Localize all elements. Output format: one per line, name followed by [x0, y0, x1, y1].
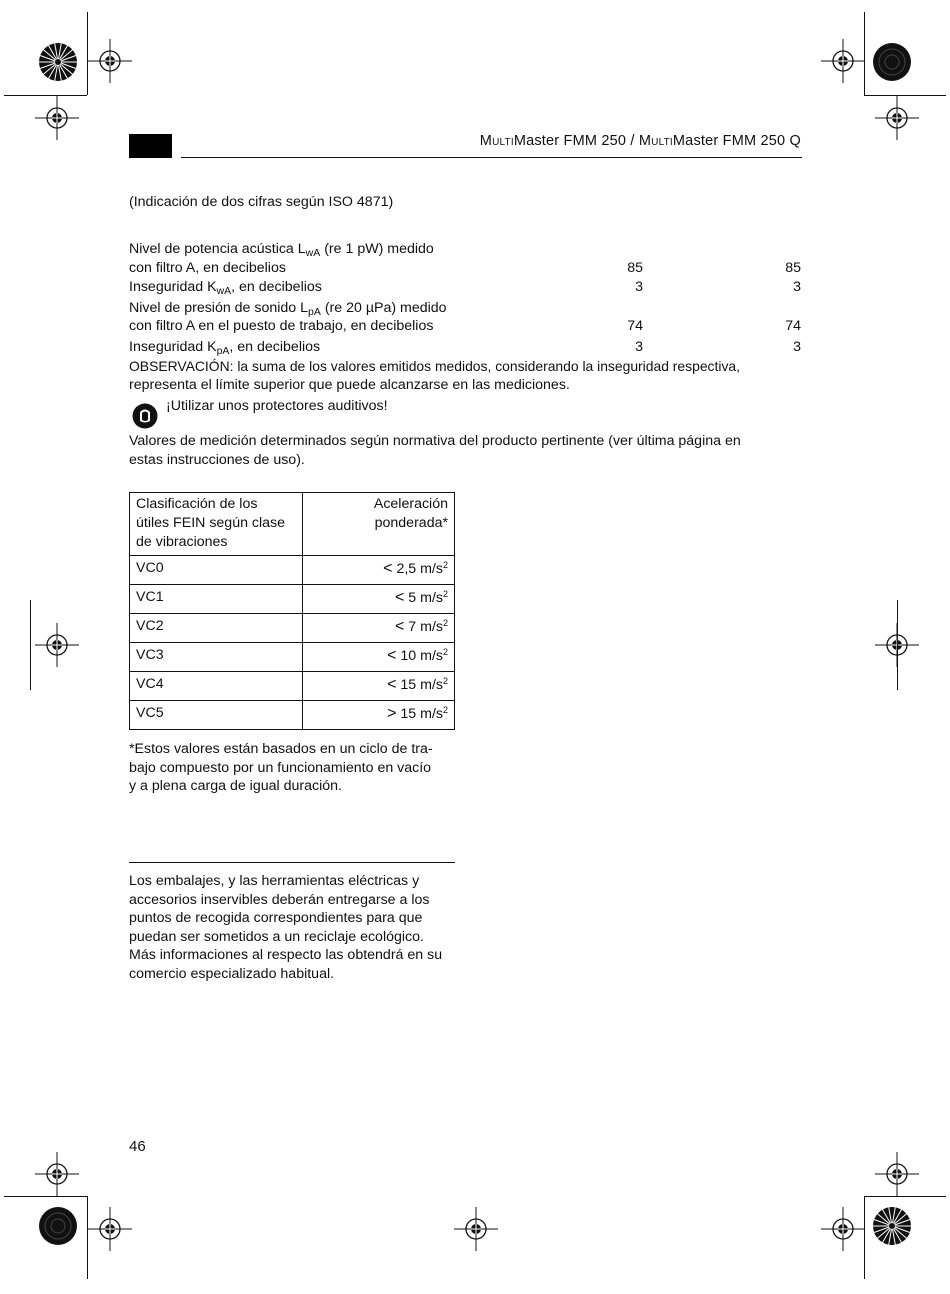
header-title-part: Master FMM 250 Q [672, 133, 801, 149]
registration-mark-icon [35, 1152, 79, 1196]
sound-pressure-label: Nivel de presión de sonido $L_{pA}$ (re 20 µPa) medido [129, 300, 447, 318]
acceleration-value: < 2,5 $m/s^2$ [303, 556, 455, 585]
table-row [130, 672, 455, 701]
registration-mark-icon [875, 96, 919, 140]
star-target-icon [38, 42, 78, 82]
vibration-class: VC1 [130, 585, 303, 614]
vibration-class: VC2 [130, 614, 303, 643]
acceleration-value: < 10 $m/s^2$ [303, 643, 455, 672]
star-target-icon [38, 1206, 78, 1246]
vibration-class: VC5 [130, 701, 303, 730]
ear-protection-text: ¡Utilizar unos protectores auditivos! [166, 398, 388, 414]
trim-line [30, 600, 31, 690]
measurement-line-1: Valores de medición determinados según normativa del producto pertinente (ver última página en [129, 433, 741, 449]
uncertainty-pa-label: Inseguridad $K_{pA}$, en decibelios [129, 339, 321, 357]
table-row [130, 614, 455, 643]
star-target-icon [872, 1206, 912, 1246]
ear-protection-icon [132, 403, 158, 429]
sound-power-value-2: 85 [785, 260, 801, 276]
registration-mark-icon [821, 1207, 865, 1251]
header-rule [181, 157, 802, 158]
uncertainty-wa-label: Inseguridad $K_{wA}$, en decibelios [129, 279, 322, 297]
disposal-paragraph: Los embalajes, y las herramientas eléctricas y accesorios inservibles deberán entregarse a los puntos de recogida correspondientes para que puedan ser sometidos a un reciclaje ecológico. Más informaciones al respecto las obtendrá en su comercio especializado habitual. [129, 873, 443, 982]
table-row [130, 643, 455, 672]
measurement-line-2: estas instrucciones de uso). [129, 452, 305, 468]
trim-line [897, 600, 898, 690]
sound-power-label-2: con filtro A, en decibelios [129, 260, 286, 276]
header-acceleration: Aceleración ponderada* [303, 493, 455, 556]
header-black-block [129, 134, 172, 158]
sound-pressure-value-2: 74 [785, 318, 801, 334]
header-title-part: Multi [638, 133, 673, 149]
header-classification: Clasificación de los útiles FEIN según clase de vibraciones [130, 493, 303, 556]
vibration-class: VC4 [130, 672, 303, 701]
vibration-class: VC3 [130, 643, 303, 672]
page-number: 46 [129, 1138, 146, 1155]
sound-pressure-label-2: con filtro A en el puesto de trabajo, en decibelios [129, 318, 434, 334]
uncertainty-wa-value-1: 3 [635, 279, 643, 295]
registration-mark-icon [88, 1207, 132, 1251]
section-divider [129, 862, 455, 863]
header-title [480, 133, 801, 149]
table-row [130, 585, 455, 614]
registration-mark-icon [35, 96, 79, 140]
registration-mark-icon [875, 1152, 919, 1196]
header-title-part: Multi [479, 133, 514, 149]
registration-mark-icon [454, 1207, 498, 1251]
registration-mark-icon [88, 39, 132, 83]
observation-line-2: representa el límite superior que puede alcanzarse en las mediciones. [129, 377, 570, 393]
sound-power-label: Nivel de potencia acústica $L_{wA}$ (re 1 pW) medido [129, 241, 434, 259]
observation-line-1: OBSERVACIÓN: la suma de los valores emitidos medidos, considerando la inseguridad respectiva, [129, 358, 740, 374]
table-header [130, 493, 455, 556]
header-title-part: Master FMM 250 / [513, 133, 639, 149]
vibration-table [129, 492, 455, 730]
sound-power-value-1: 85 [627, 260, 643, 276]
registration-mark-icon [821, 39, 865, 83]
acceleration-value: > 15 $m/s^2$ [303, 701, 455, 730]
table-row [130, 701, 455, 730]
vibration-class: VC0 [130, 556, 303, 585]
acceleration-value: < 15 $m/s^2$ [303, 672, 455, 701]
uncertainty-pa-value-1: 3 [635, 339, 643, 355]
acceleration-value: < 7 $m/s^2$ [303, 614, 455, 643]
uncertainty-pa-value-2: 3 [793, 339, 801, 355]
acceleration-value: < 5 $m/s^2$ [303, 585, 455, 614]
footnote: *Estos valores están basados en un ciclo de tra- bajo compuesto por un funcionamiento en vacío y a plena carga de igual duración. [129, 741, 433, 795]
uncertainty-wa-value-2: 3 [793, 279, 801, 295]
star-target-icon [872, 42, 912, 82]
intro-text: (Indicación de dos cifras según ISO 4871) [129, 194, 394, 210]
registration-mark-icon [35, 623, 79, 667]
sound-pressure-value-1: 74 [627, 318, 643, 334]
table-row [130, 556, 455, 585]
